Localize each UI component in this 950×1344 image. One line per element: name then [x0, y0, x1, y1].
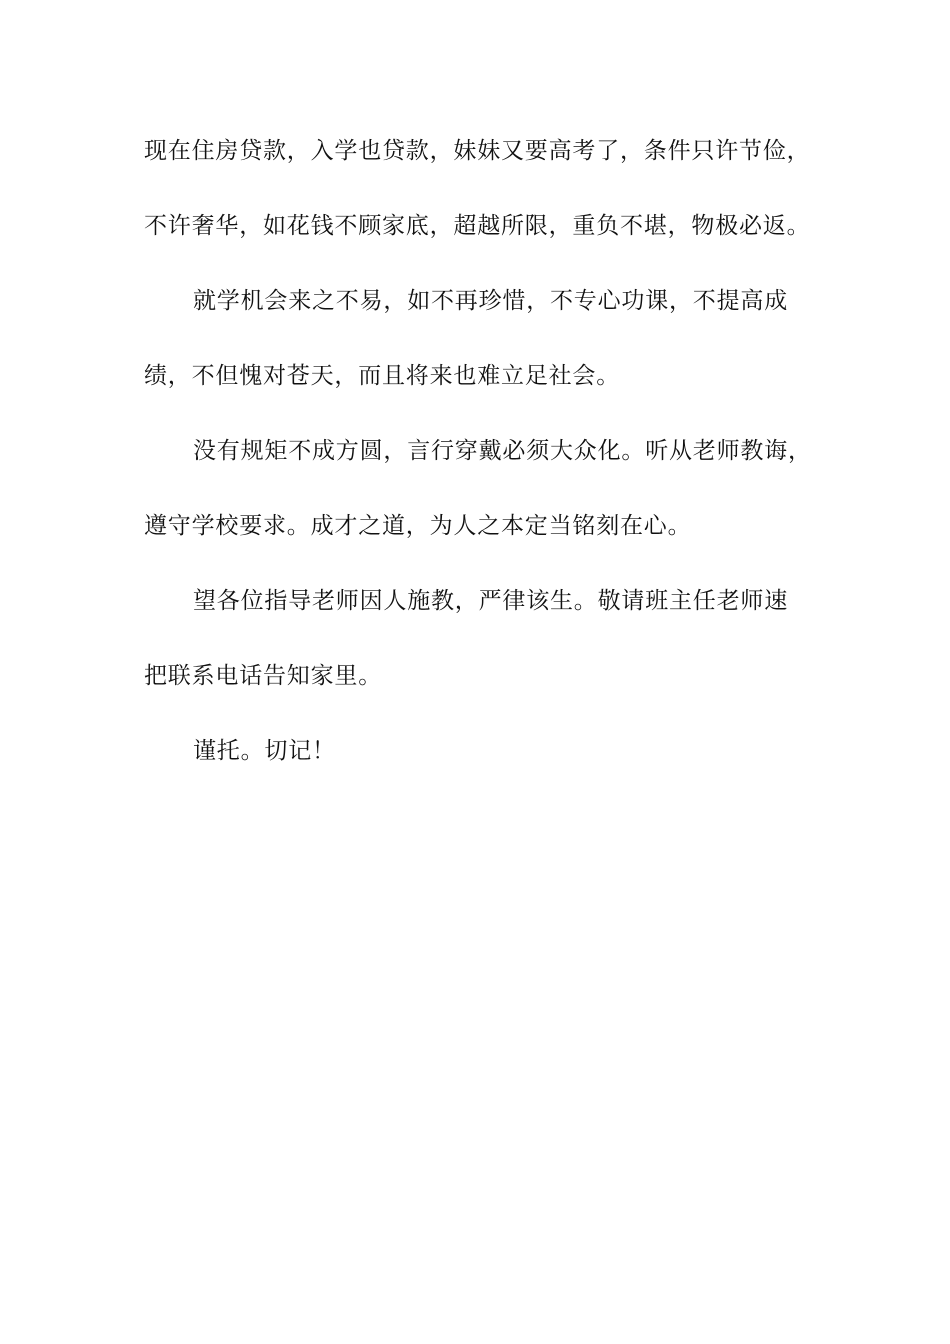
closing-line: 谨托。切记！ [193, 738, 336, 764]
text-line: 把联系电话告知家里。 [144, 663, 382, 689]
text-line: 现在住房贷款，入学也贷款，妹妹又要高考了，条件只许节俭， [144, 138, 811, 164]
text-line: 遵守学校要求。成才之道，为人之本定当铭刻在心。 [144, 513, 692, 539]
paragraph-first-line: 就学机会来之不易，如不再珍惜，不专心功课，不提高成 [193, 288, 788, 314]
text-line: 绩，不但愧对苍天，而且将来也难立足社会。 [144, 363, 620, 389]
text-line: 不许奢华，如花钱不顾家底，超越所限，重负不堪，物极必返。 [144, 213, 811, 239]
paragraph-first-line: 望各位指导老师因人施教，严律该生。敬请班主任老师速 [193, 588, 788, 614]
paragraph-first-line: 没有规矩不成方圆，言行穿戴必须大众化。听从老师教诲， [193, 438, 812, 464]
